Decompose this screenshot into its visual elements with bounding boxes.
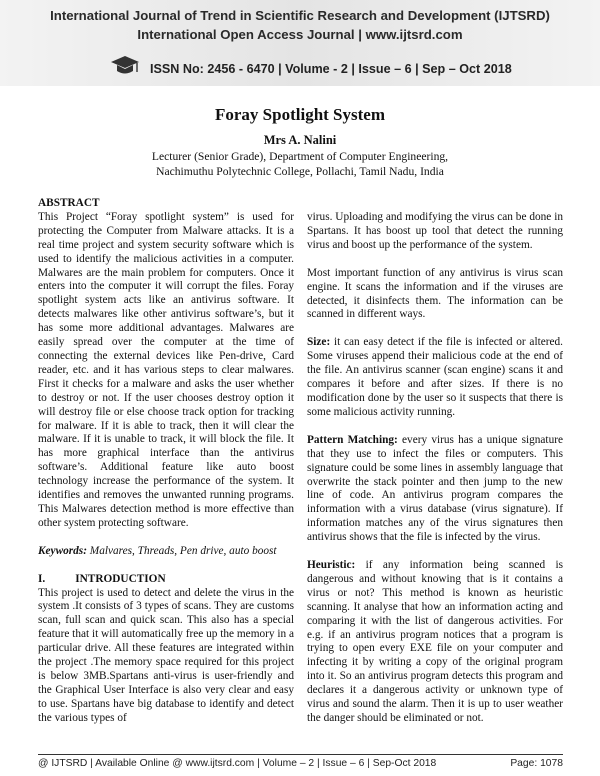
author-name: Mrs A. Nalini bbox=[263, 133, 337, 147]
heuristic-text: if any information being scanned is dangerous and without knowing that is it contains a virus or not? This method is known as heuristic scanning. It analyse that how an information acting and comparing it with the list of dangerous activities. For e.g. if an antivirus program notices that a program is trying to open every EXE file on your computer and infecting it by writing a copy of the original program into it. So an antivirus program detects this program and declares it a dangerous activity or unknown type of virus and sound the alarm. Then it is up to user weather the danger should be eliminated or not. bbox=[307, 559, 563, 724]
journal-header bbox=[0, 0, 600, 86]
keywords-label: Keywords: bbox=[38, 544, 87, 557]
introduction-heading bbox=[38, 573, 294, 587]
size-label: Size: bbox=[307, 336, 331, 349]
introduction-number: I. bbox=[38, 572, 46, 585]
affiliation-line-2: Nachimuthu Polytechnic College, Pollachi, Tamil Nadu, India bbox=[156, 165, 444, 178]
footer-divider bbox=[38, 754, 563, 755]
keywords-text: Malvares, Threads, Pen drive, auto boost bbox=[86, 544, 277, 557]
issn-line: ISSN No: 2456 - 6470 | Volume - 2 | Issue – 6 | Sep – Oct 2018 bbox=[150, 62, 512, 76]
introduction-title: INTRODUCTION bbox=[75, 572, 166, 585]
heuristic-label: Heuristic: bbox=[307, 559, 356, 572]
left-column bbox=[38, 197, 294, 726]
footer-journal-info: @ IJTSRD | Available Online @ www.ijtsrd.com | Volume – 2 | Issue – 6 | Sep-Oct 2018 bbox=[38, 758, 437, 769]
abstract-heading: ABSTRACT bbox=[38, 197, 100, 209]
graduation-cap-icon bbox=[110, 55, 140, 77]
page-number: Page: 1078 bbox=[510, 758, 563, 769]
journal-name: International Journal of Trend in Scientific Research and Development (IJTSRD) bbox=[50, 8, 550, 23]
pattern-label: Pattern Matching: bbox=[307, 433, 398, 446]
paragraph-virus-upload: virus. Uploading and modifying the virus can be done in Spartans. It has boost up tool that detect the running virus and boost up the performance of the system. bbox=[307, 211, 563, 251]
paragraph-pattern bbox=[307, 434, 563, 545]
paragraph-heuristic bbox=[307, 559, 563, 726]
right-column bbox=[307, 211, 563, 726]
size-text: it can easy detect if the file is infected or altered. Some viruses append their malicious code at the end of the file. An antivirus scanner (scan engine) scans it and compares it before and after sizes. If there is no modification done by the user so it suspects that there is some malicious activity running. bbox=[307, 336, 563, 418]
journal-subtitle: International Open Access Journal | www.ijtsrd.com bbox=[137, 27, 463, 42]
paragraph-size bbox=[307, 336, 563, 419]
paper-title: Foray Spotlight System bbox=[215, 105, 385, 124]
affiliation-line-1: Lecturer (Senior Grade), Department of Computer Engineering, bbox=[151, 150, 449, 163]
keywords bbox=[38, 545, 294, 559]
introduction-text: This project is used to detect and delete the virus in the system .It consists of 3 types of scans. They are customs scan, full scan and quick scan. This also has a special feature that it will automatically free up the memory in a particular drive. All these features are integrated within the project .The memory space required for this project is below 3MB.Spartans anti-virus is user-friendly and the Graphical User Interface is also very clear and easy to use. Spartans have big database to identify and detect the various types of bbox=[38, 586, 294, 724]
paragraph-scan-engine: Most important function of any antivirus is virus scan engine. It scans the information and if the viruses are detected, it disinfects them. The information can be scanned in different ways. bbox=[307, 266, 563, 321]
pattern-text: every virus has a unique signature that they use to infect the files or computers. This signature could be some lines in assembly language that overwrite the stack pointer and then jump to the new line of code. An antivirus program compares the information with a virus database (virus signature). If information matches any of the virus signatures then antivirus shows that the file is infected by the virus. bbox=[307, 433, 563, 544]
abstract-text: This Project “Foray spotlight system” is used for protecting the Computer from Malware attacks. It is a real time project and system security software which is used to identify the malicious activities in a computer. Malwares are the main problem for computers. Once it enters into the computer it will corrupt the files. Foray spotlight system acts like an antivirus software. It detects malwares like other antivirus software’s, but it has some more additional advantages. Malwares are easily spread over the computer at the time of connecting the external devices like Pen-drive, Card reader, etc. and it has various steps to clear malwares. First it checks for a malware and asks the user whether to destroy or not. If the user chooses destroy option it will destroy file or else choose track option for tracking for malware. If it is able to track, then it will clear the malware. If it is unable to track, it will block the file. It has more graphical interface than the antivirus software’s. Additional feature like auto boost technology increase the performance of the system. It identifies and removes the unwanted running programs. This Malwares detection method is more effective than other system protecting software. bbox=[38, 210, 294, 529]
